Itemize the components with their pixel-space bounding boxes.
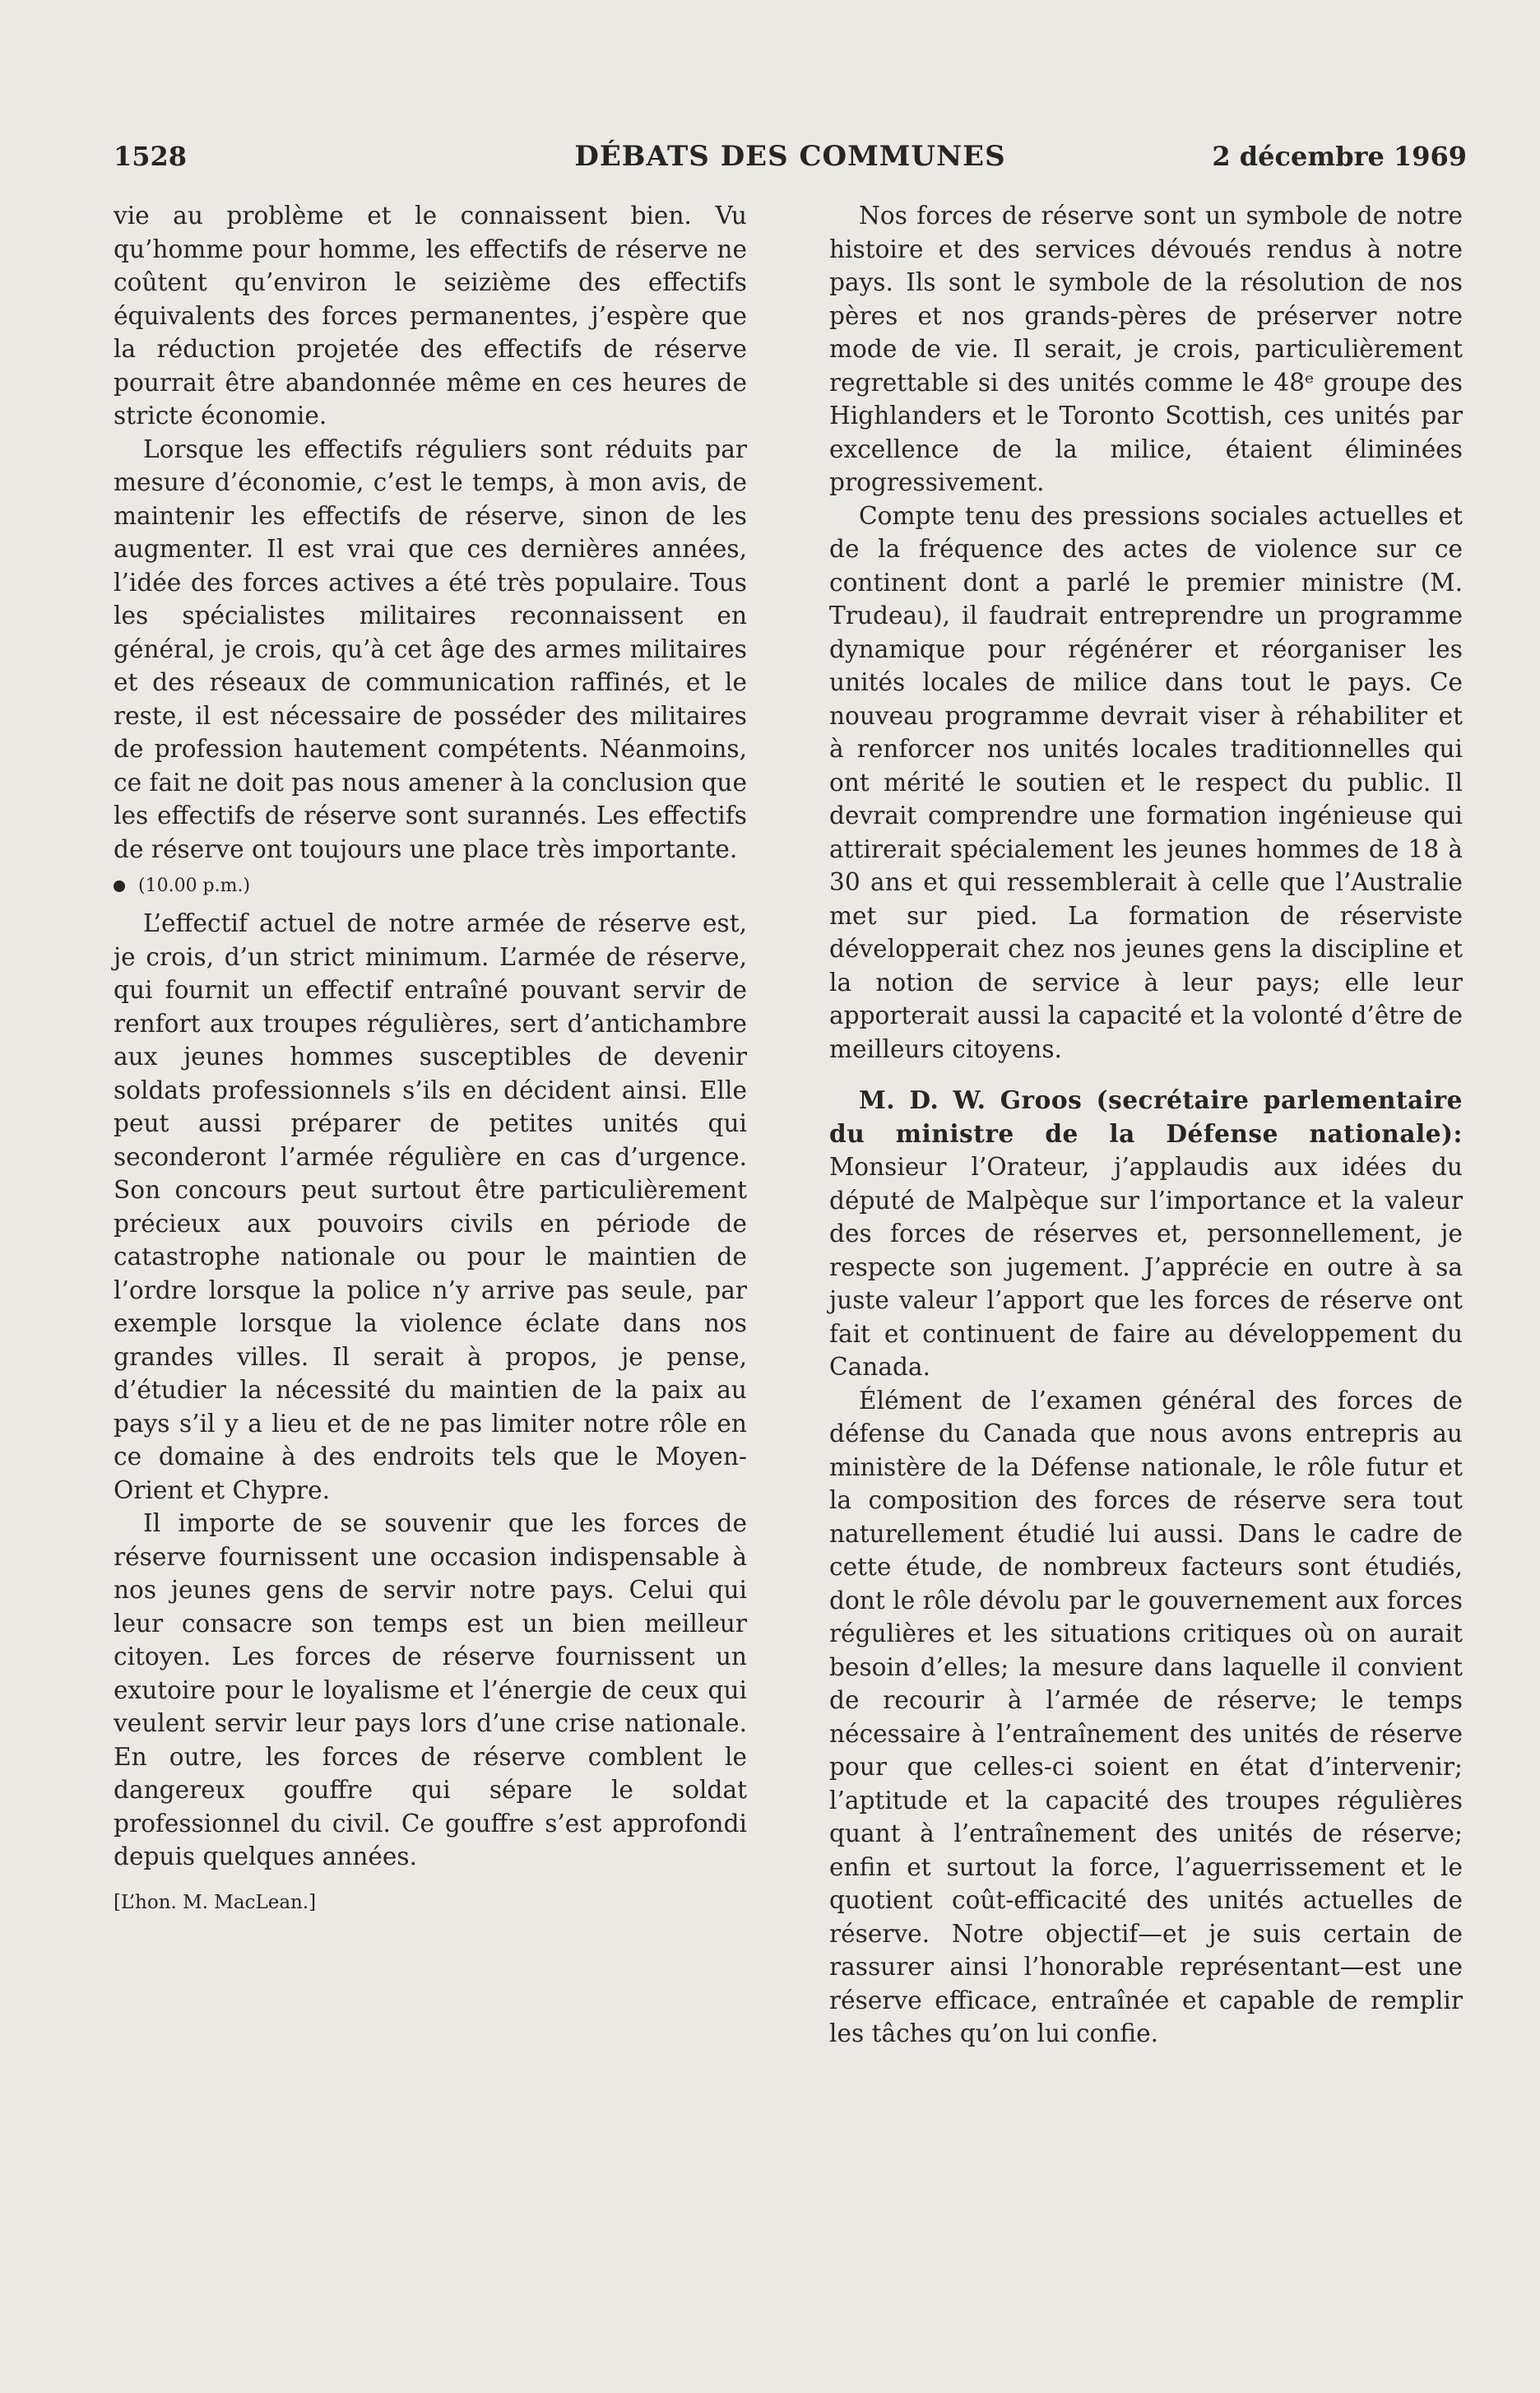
speech-text: Monsieur l’Orateur, j’applaudis aux idées du député de Malpèque sur l’importance et la valeur des forces de réserves et, personnellement, je respecte son jugement. J’apprécie en outre à sa juste valeur l’apport que les forces de réserve ont fait et continuent de faire au développement du Canada. xyxy=(829,1153,1463,1381)
paragraph: Nos forces de réserve sont un symbole de notre histoire et des services dévoués rendus à notre pays. Ils sont le symbole de la résolution de nos pères et nos grands-pères de préserver notre mode de vie. Il serait, je crois, particulièrement regrettable si des unités comme le 48ᵉ groupe des Highlanders et le Toronto Scottish, ces unités par excellence de la milice, étaient éliminées progressivement. xyxy=(829,202,1463,496)
document-page xyxy=(114,132,1467,2354)
page-header xyxy=(114,132,1467,181)
paragraph: Il importe de se souvenir que les forces de réserve fournissent une occasion indispensable à nos jeunes gens de servir notre pays. Celui qui leur consacre son temps est un bien meilleur citoyen. Les forces de réserve fournissent un exutoire pour le loyalisme et l’énergie de ceux qui veulent servir leur pays lors d’une crise nationale. En outre, les forces de réserve comblent le dangereux gouffre qui sépare le soldat professionnel du civil. Ce gouffre s’est approfondi depuis quelques années. xyxy=(114,1509,747,1870)
paragraph: Compte tenu des pressions sociales actuelles et de la fréquence des actes de violence sur ce continent dont a parlé le premier ministre (M. Trudeau), il faudrait entreprendre un programme dynamique pour régénérer et réorganiser les unités locales de milice dans tout le pays. Ce nouveau programme devrait viser à réhabiliter et à renforcer nos unités locales traditionnelles qui ont mérité le soutien et le respect du public. Il devrait comprendre une formation ingénieuse qui attirerait spécialement les jeunes hommes de 18 à 30 ans et qui ressemblerait à celle que l’Australie met sur pied. La formation de réserviste développerait chez nos jeunes gens la discipline et la notion de service à leur pays; elle leur apporterait aussi la capacité et la volonté d’être de meilleurs citoyens. xyxy=(829,501,1463,1063)
bullet-icon xyxy=(114,881,125,892)
left-column xyxy=(114,199,747,1917)
page-date: 2 décembre 1969 xyxy=(1212,141,1467,172)
paragraph: Lorsque les effectifs réguliers sont réduits par mesure d’économie, c’est le temps, à mon avis, de maintenir les effectifs de réserve, sinon de les augmenter. Il est vrai que ces dernières années, l’idée des forces actives a été très populaire. Tous les spécialistes militaires reconnaissent en général, je crois, qu’à cet âge des armes militaires et des réseaux de communication raffinés, et le reste, il est nécessaire de posséder des militaires de profession hautement compétents. Néanmoins, ce fait ne doit pas nous amener à la conclusion que les effectifs de réserve sont surannés. Les effectifs de réserve ont toujours une place très importante. xyxy=(114,434,747,863)
page-number: 1528 xyxy=(114,141,188,172)
timestamp xyxy=(114,872,747,900)
speaker-attribution: [L’hon. M. MacLean.] xyxy=(114,1891,317,1913)
page-title: DÉBATS DES COMMUNES xyxy=(574,140,1006,173)
timestamp-text: (10.00 p.m.) xyxy=(138,876,251,896)
paragraph: vie au problème et le connaissent bien. Vu qu’homme pour homme, les effectifs de réserve ne coûtent qu’environ le seizième des effectifs équivalents des forces permanentes, j’espère que la réduction projetée des effectifs de réserve pourrait être abandonnée même en ces heures de stricte économie. xyxy=(114,202,747,430)
speaker-paragraph xyxy=(829,1084,1463,1384)
paragraph: L’effectif actuel de notre armée de réserve est, je crois, d’un strict minimum. L’armée de réserve, qui fournit un effectif entraîné pouvant servir de renfort aux troupes régulières, sert d’antichambre aux jeunes hommes susceptibles de devenir soldats professionnels s’ils en décident ainsi. Elle peut aussi préparer de petites unités qui seconderont l’armée régulière en cas d’urgence. Son concours peut surtout être particulièrement précieux aux pouvoirs civils en période de catastrophe nationale ou pour le maintien de l’ordre lorsque la police n’y arrive pas seule, par exemple lorsque la violence éclate dans nos grandes villes. Il serait à propos, je pense, d’étudier la nécessité du maintien de la paix au pays s’il y a lieu et de ne pas limiter notre rôle en ce domaine à des endroits tels que le Moyen-Orient et Chypre. xyxy=(114,909,747,1504)
right-column xyxy=(829,199,1463,2051)
paragraph: Élément de l’examen général des forces de défense du Canada que nous avons entrepris au ministère de la Défense nationale, le rôle futur et la composition des forces de réserve sera tout naturellement étudié lui aussi. Dans le cadre de cette étude, de nombreux facteurs sont étudiés, dont le rôle dévolu par le gouvernement aux forces régulières et les situations critiques où on aurait besoin d’elles; la mesure dans laquelle il convient de recourir à l’armée de réserve; le temps nécessaire à l’entraînement des unités de réserve pour que celles-ci soient en état d’intervenir; l’aptitude et la capacité des troupes régulières quant à l’entraînement des unités de réserve; enfin et surtout la force, l’aguerrissement et le quotient coût-efficacité des unités actuelles de réserve. Notre objectif—et je suis certain de rassurer ainsi l’honorable représentant—est une réserve efficace, entraînée et capable de remplir les tâches qu’on lui confie. xyxy=(829,1386,1463,2047)
speaker-name: M. D. W. Groos (secrétaire parlementaire du ministre de la Défense nationale): xyxy=(829,1085,1463,1148)
